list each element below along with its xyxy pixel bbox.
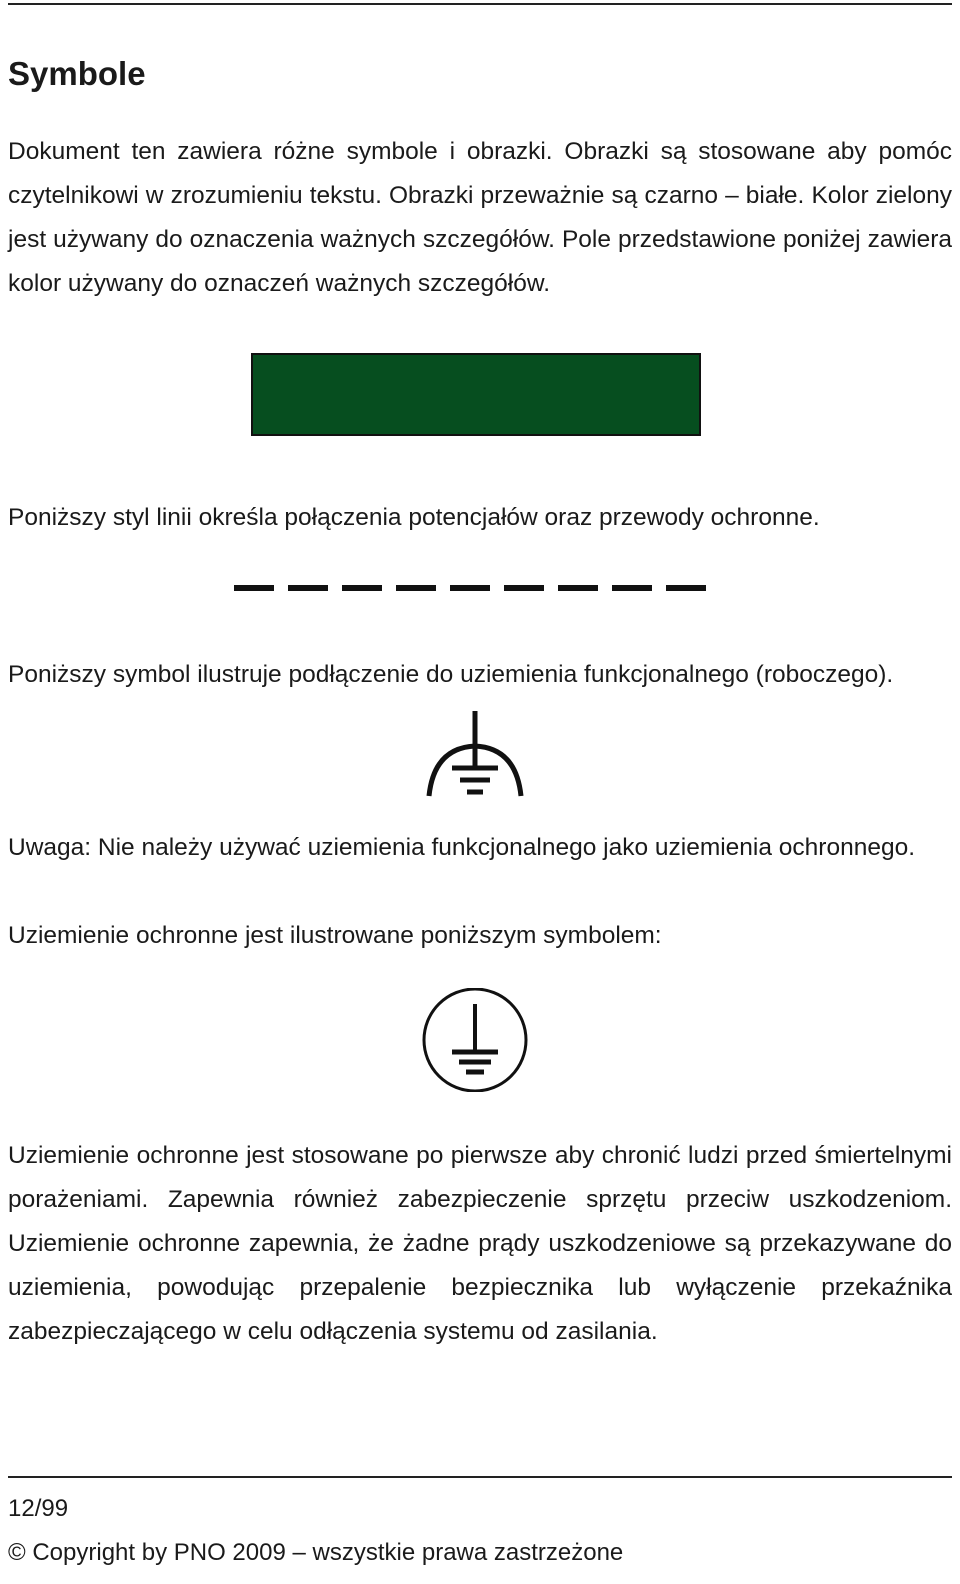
line-style-paragraph: Poniższy styl linii określa połączenia potencjałów oraz przewody ochronne. [8,504,820,531]
green-color-sample [251,353,701,436]
top-divider [8,3,952,5]
copyright-notice: © Copyright by PNO 2009 – wszystkie prawa zastrzeżone [8,1539,624,1566]
protective-description-paragraph: Uziemienie ochronne jest stosowane po pierwsze aby chronić ludzi przed śmiertelnymi porażeniami. Zapewnia również zabezpieczenie sprzętu przeciw uszkodzeniom. Uziemienie ochronne zapewnia, że żadne prądy uszkodzeniowe są przekazywane do uziemienia, powodując przepalenie bezpiecznika lub wyłączenie przekaźnika zabezpieczającego w celu odłączenia systemu od zasilania. [8,1142,952,1345]
footer-divider [8,1476,952,1478]
page-title: Symbole [8,55,146,92]
functional-earth-paragraph: Poniższy symbol ilustruje podłączenie do uziemienia funkcjonalnego (roboczego). [8,661,894,688]
protective-earth-icon [418,988,532,1092]
protective-earth-paragraph: Uziemienie ochronne jest ilustrowane poniższym symbolem: [8,922,662,949]
functional-earth-icon [422,708,528,800]
dashed-line-icon [234,585,710,593]
warning-note: Uwaga: Nie należy używać uziemienia funkcjonalnego jako uziemienia ochronnego. [8,834,916,861]
intro-paragraph: Dokument ten zawiera różne symbole i obrazki. Obrazki są stosowane aby pomóc czytelnikowi w zrozumieniu tekstu. Obrazki przeważnie są czarno – białe. Kolor zielony jest używany do oznaczenia ważnych szczegółów. Pole przedstawione poniżej zawiera kolor używany do oznaczeń ważnych szczegółów. [8,138,952,297]
page-number: 12/99 [8,1495,69,1522]
